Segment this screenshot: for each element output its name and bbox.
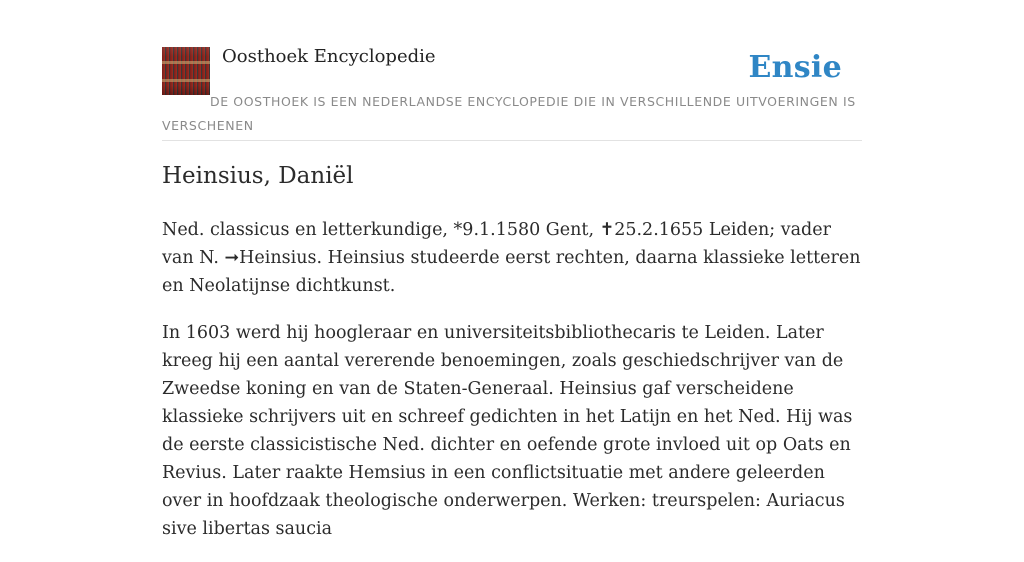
article-body — [162, 216, 862, 562]
article-title: Heinsius, Daniël — [162, 163, 354, 189]
encyclopedia-books-icon[interactable] — [162, 47, 210, 95]
site-header — [162, 0, 862, 141]
site-name-link[interactable]: Oosthoek Encyclopedie — [222, 46, 436, 67]
article-paragraph: Ned. classicus en letterkundige, *9.1.1580 Gent, ✝25.2.1655 Leiden; vader van N. ➞Heinsius. Heinsius studeerde eerst rechten, daarna klassieke letteren en Neolatijnse dichtkunst. — [162, 220, 861, 296]
article-paragraph: In 1603 werd hij hoogleraar en universiteitsbibliothecaris te Leiden. Later kreeg hij een aantal vererende benoemingen, zoals geschiedschrijver van de Zweedse koning en van de Staten-Generaal. Heinsius gaf verscheidene klassieke schrijvers uit en schreef gedichten in het Latijn en het Ned. Hij was de eerste classicistische Ned. dichter en oefende grote invloed uit op Oats en Revius. Later raakte Hemsius in een conflictsituatie met andere geleerden over in hoofdzaak theologische onderwerpen. Werken: treurspelen: Auriacus sive libertas saucia — [162, 323, 853, 539]
site-tagline: DE OOSTHOEK IS EEN NEDERLANDSE ENCYCLOPEDIE DIE IN VERSCHILLENDE UITVOERINGEN IS VERSCHENEN — [162, 94, 856, 133]
brand-logo[interactable]: Ensie — [748, 50, 842, 85]
